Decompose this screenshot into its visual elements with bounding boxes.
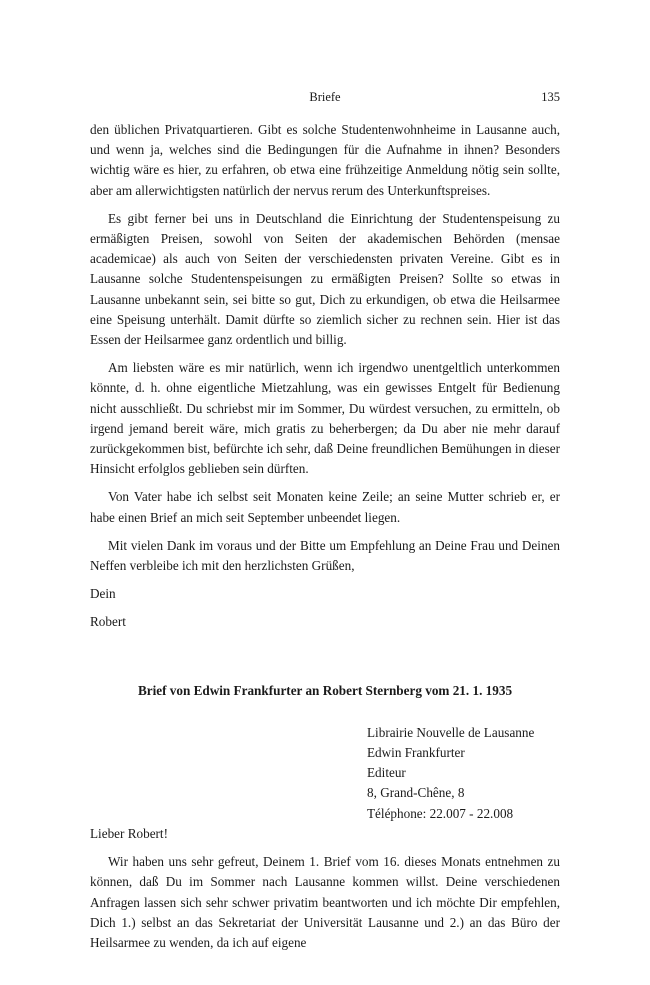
address-line: Editeur [367, 765, 406, 781]
paragraph: Wir haben uns sehr gefreut, Deinem 1. Brief vom 16. dieses Monats entnehmen zu können, daß Du im Sommer nach Lausanne kommen willst. Deine verschiedenen Anfragen lassen sich sehr schwer privatim beantworten und ich möchte Dir empfehlen, Dich 1.) selbst an das Sekretariat der Universität Lausanne und 2.) an das Büro der Heilsarmee zu wenden, da ich auf eigene [90, 854, 560, 950]
sender-address [367, 723, 560, 824]
paragraph: Am liebsten wäre es mir natürlich, wenn ich irgendwo unentgeltlich unterkommen könnte, d. h. ohne eigentliche Mietzahlung, was ein gewisses Entgelt für Bedienung nicht ausschließt. Du schriebst mir im Sommer, Du würdest versuchen, zu ermitteln, ob irgend jemand bereit wäre, mich gratis zu beherbergen; da Du aber nie mehr darauf zurückgekommen bist, befürchte ich sehr, daß Deine freundlichen Bemühungen in dieser Hinsicht erfolglos geblieben sein dürften. [90, 360, 560, 477]
signature: Robert [90, 614, 126, 630]
page-number: 135 [541, 90, 560, 104]
running-head [90, 90, 560, 108]
paragraph: den üblichen Privatquartieren. Gibt es solche Studentenwohnheime in Lausanne auch, und wenn ja, welches sind die Bedingungen für die Aufnahme in ihnen? Besonders wichtig wäre es hier, zu erfahren, ob etwa eine frühzeitige Anmeldung nötig sein sollte, aber am allerwichtigsten natürlich der nervus rerum des Unterkunftspreises. [90, 122, 560, 198]
running-head-title: Briefe [309, 90, 341, 104]
address-line: Librairie Nouvelle de Lausanne [367, 724, 535, 740]
salutation: Lieber Robert! [90, 825, 168, 841]
section-gap [90, 641, 560, 681]
paragraph: Von Vater habe ich selbst seit Monaten keine Zeile; an seine Mutter schrieb er, er habe einen Brief an mich seit September unbeendet liegen. [90, 489, 560, 525]
paragraph: Es gibt ferner bei uns in Deutschland die Einrichtung der Studentenspeisung zu ermäßigten Preisen, sowohl von Seiten der akademischen Behörden (mensae academicae) als auch von Seiten der verschiedensten privaten Vereine. Gibt es in Lausanne solche Studentenspeisungen zu ermäßigten Preisen? Sollte so etwas in Lausanne unbekannt sein, sei bitte so gut, Dich zu erkundigen, ob etwa die Heilsarmee eine Speisung unterhält. Damit dürfte so ziemlich sicher zu rechnen sein. Hier ist das Essen der Heilsarmee ganz ordentlich und billig. [90, 210, 560, 348]
paragraph: Mit vielen Dank im voraus und der Bitte um Empfehlung an Deine Frau und Deinen Neffen verbleibe ich mit den herzlichsten Grüßen, [90, 537, 560, 574]
page-body [90, 120, 560, 961]
address-line: Edwin Frankfurter [367, 745, 465, 761]
valediction: Dein [90, 586, 116, 602]
letter-heading: Brief von Edwin Frankfurter an Robert Sternberg vom 21. 1. 1935 [137, 682, 513, 698]
address-line: Téléphone: 22.007 - 22.008 [367, 805, 514, 821]
address-line: 8, Grand-Chêne, 8 [367, 785, 465, 801]
